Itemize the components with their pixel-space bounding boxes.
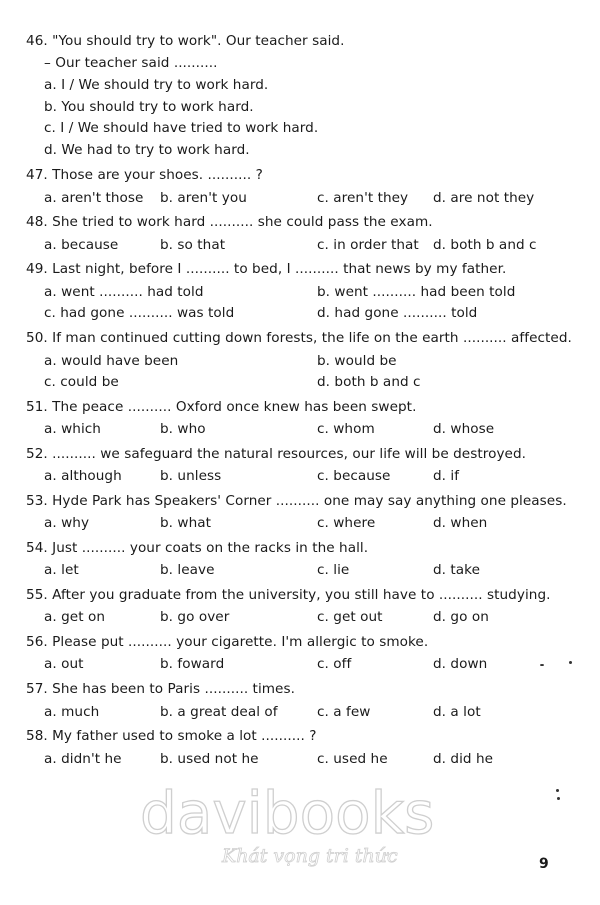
question-stem: She tried to work hard .......... she could pass the exam.	[52, 214, 433, 230]
option-a: a. went .......... had told	[44, 284, 204, 300]
option-d: d. when	[433, 515, 488, 531]
watermark-brand: davibooks	[140, 779, 435, 847]
option-b: b. You should try to work hard.	[44, 99, 254, 115]
question-number: 50.	[26, 330, 48, 346]
option-b: b. foward	[160, 656, 225, 672]
option-b: b. used not he	[160, 751, 259, 767]
question-number: 47.	[26, 167, 48, 183]
page-number: 9	[539, 856, 549, 872]
option-b: b. leave	[160, 562, 215, 578]
scan-speck	[557, 797, 560, 800]
question-stem: Those are your shoes. .......... ?	[52, 167, 263, 183]
question-55	[26, 587, 551, 603]
question-number: 58.	[26, 728, 48, 744]
option-b: b. unless	[160, 468, 222, 484]
question-stem: "You should try to work". Our teacher said.	[52, 33, 345, 49]
option-a: a. let	[44, 562, 79, 578]
question-stem: The peace .......... Oxford once knew has been swept.	[52, 399, 417, 415]
option-c: c. whom	[317, 421, 375, 437]
option-d: d. go on	[433, 609, 489, 625]
question-number: 54.	[26, 540, 48, 556]
question-number: 51.	[26, 399, 48, 415]
question-stem: Just .......... your coats on the racks in the hall.	[52, 540, 369, 556]
question-47	[26, 167, 263, 183]
question-48	[26, 214, 433, 230]
option-a: a. aren't those	[44, 190, 144, 206]
option-d: d. if	[433, 468, 460, 484]
option-c: c. where	[317, 515, 376, 531]
option-c: c. aren't they	[317, 190, 409, 206]
question-50	[26, 330, 572, 346]
question-stem: If man continued cutting down forests, the life on the earth .......... affected.	[52, 330, 572, 346]
option-d: d. had gone .......... told	[317, 305, 478, 321]
option-c: c. used he	[317, 751, 388, 767]
question-stem: Last night, before I .......... to bed, I .......... that news by my father.	[52, 261, 507, 277]
option-d: d. both b and c	[317, 374, 421, 390]
question-49	[26, 261, 506, 277]
option-a: a. why	[44, 515, 90, 531]
scan-speck	[540, 664, 544, 666]
question-51	[26, 399, 416, 415]
option-b: b. a great deal of	[160, 704, 278, 720]
question-stem: My father used to smoke a lot .......... ?	[52, 728, 317, 744]
question-number: 53.	[26, 493, 48, 509]
option-b: b. go over	[160, 609, 230, 625]
option-c: c. lie	[317, 562, 350, 578]
option-d: d. a lot	[433, 704, 481, 720]
option-d: d. did he	[433, 751, 494, 767]
question-57	[26, 681, 295, 697]
question-stem: Hyde Park has Speakers' Corner .......... one may say anything one pleases.	[52, 493, 567, 509]
option-a: a. because	[44, 237, 119, 253]
scan-speck	[556, 789, 559, 792]
option-c: c. get out	[317, 609, 383, 625]
option-b: b. who	[160, 421, 206, 437]
scan-speck	[569, 661, 572, 664]
question-number: 48.	[26, 214, 48, 230]
question-stem: Please put .......... your cigarette. I'm allergic to smoke.	[52, 634, 429, 650]
option-b: b. what	[160, 515, 212, 531]
option-b: b. aren't you	[160, 190, 247, 206]
option-c: c. could be	[44, 374, 119, 390]
option-c: c. had gone .......... was told	[44, 305, 235, 321]
option-a: a. get on	[44, 609, 105, 625]
question-number: 56.	[26, 634, 48, 650]
option-a: a. I / We should try to work hard.	[44, 77, 269, 93]
option-c: c. a few	[317, 704, 371, 720]
option-d: d. both b and c	[433, 237, 537, 253]
option-c: c. off	[317, 656, 352, 672]
option-b: b. went .......... had been told	[317, 284, 516, 300]
option-b: b. so that	[160, 237, 226, 253]
question-number: 46.	[26, 33, 48, 49]
question-54	[26, 540, 368, 556]
question-53	[26, 493, 567, 509]
option-a: a. out	[44, 656, 84, 672]
option-c: c. in order that	[317, 237, 419, 253]
option-d: d. down	[433, 656, 488, 672]
question-stem: After you graduate from the university, you still have to .......... studying.	[52, 587, 551, 603]
watermark-tagline: Khát vọng tri thức	[222, 845, 398, 867]
option-d: d. are not they	[433, 190, 535, 206]
question-58	[26, 728, 317, 744]
question-stem: .......... we safeguard the natural resources, our life will be destroyed.	[52, 446, 527, 462]
question-number: 57.	[26, 681, 48, 697]
option-c: c. I / We should have tried to work hard.	[44, 120, 319, 136]
option-a: a. would have been	[44, 353, 179, 369]
option-a: a. didn't he	[44, 751, 122, 767]
question-46	[26, 33, 344, 49]
question-number: 49.	[26, 261, 48, 277]
option-a: a. which	[44, 421, 101, 437]
question-number: 55.	[26, 587, 48, 603]
option-b: b. would be	[317, 353, 397, 369]
question-56	[26, 634, 428, 650]
option-d: d. whose	[433, 421, 495, 437]
option-a: a. although	[44, 468, 122, 484]
question-52	[26, 446, 526, 462]
option-c: c. because	[317, 468, 391, 484]
option-a: a. much	[44, 704, 100, 720]
option-d: d. take	[433, 562, 481, 578]
question-prompt: – Our teacher said ..........	[44, 55, 218, 71]
question-number: 52.	[26, 446, 48, 462]
option-d: d. We had to try to work hard.	[44, 142, 250, 158]
question-stem: She has been to Paris .......... times.	[52, 681, 295, 697]
